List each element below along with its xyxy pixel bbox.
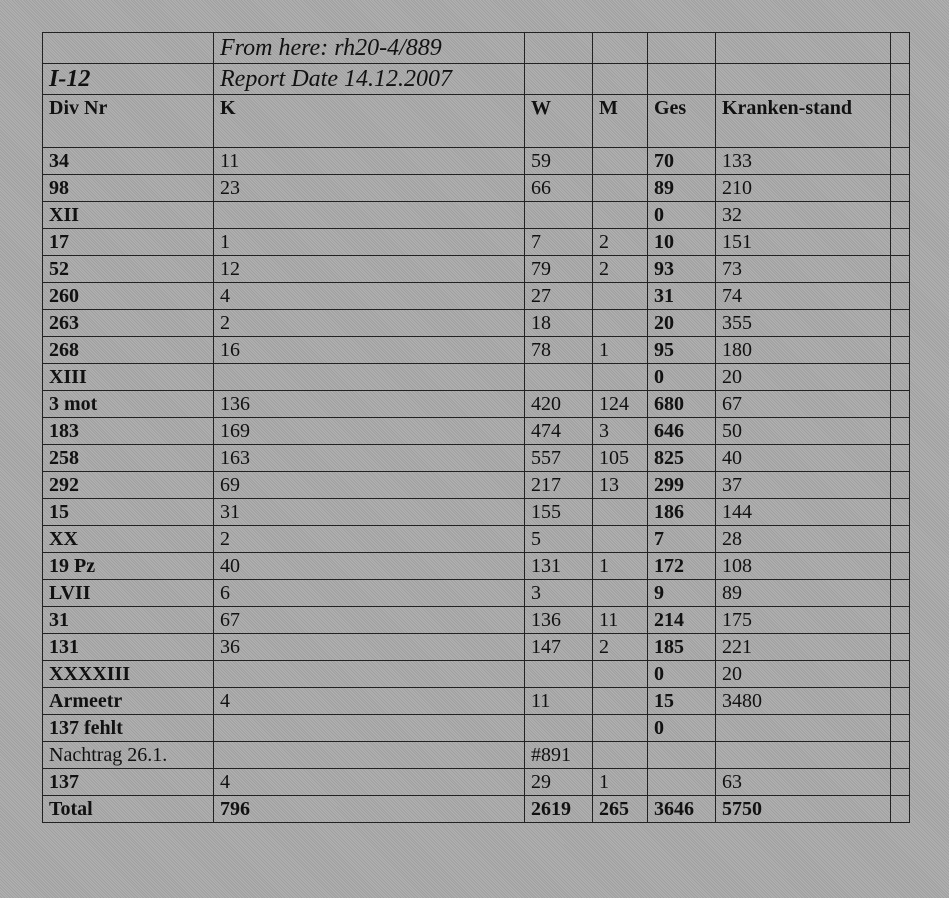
cell-m: 1 (593, 553, 648, 580)
cell-krankenstand: 89 (716, 580, 891, 607)
table-row (43, 391, 910, 418)
cell-w: 79 (525, 256, 593, 283)
empty-cell (891, 95, 910, 148)
cell-k: 2 (214, 310, 525, 337)
header-row (43, 95, 910, 148)
cell-krankenstand: 67 (716, 391, 891, 418)
cell-w: 420 (525, 391, 593, 418)
cell-ges: 0 (648, 715, 716, 742)
source-line: From here: rh20-4/889 (214, 33, 525, 64)
empty-cell (891, 337, 910, 364)
cell-div-nr: 52 (43, 256, 214, 283)
cell-div-nr: XII (43, 202, 214, 229)
cell-m (593, 688, 648, 715)
cell-ges: 299 (648, 472, 716, 499)
empty-cell (891, 283, 910, 310)
cell-krankenstand: 20 (716, 661, 891, 688)
cell-div-nr: 98 (43, 175, 214, 202)
table-row (43, 553, 910, 580)
cell-w: 5 (525, 526, 593, 553)
cell-k: 69 (214, 472, 525, 499)
table-row (43, 715, 910, 742)
cell-w: 66 (525, 175, 593, 202)
cell-k: 6 (214, 580, 525, 607)
cell-w: 131 (525, 553, 593, 580)
cell-w: 136 (525, 607, 593, 634)
cell-w (525, 364, 593, 391)
cell-ges: 214 (648, 607, 716, 634)
table-row (43, 499, 910, 526)
cell-k (214, 715, 525, 742)
cell-m (593, 310, 648, 337)
cell-m (593, 526, 648, 553)
empty-cell (648, 64, 716, 95)
cell-m: 1 (593, 769, 648, 796)
cell-div-nr: 268 (43, 337, 214, 364)
cell-krankenstand: 108 (716, 553, 891, 580)
cell-k: 796 (214, 796, 525, 823)
empty-cell (891, 553, 910, 580)
empty-cell (891, 175, 910, 202)
cell-m (593, 661, 648, 688)
cell-m (593, 715, 648, 742)
cell-w: 78 (525, 337, 593, 364)
cell-krankenstand (716, 742, 891, 769)
header-w: W (525, 95, 593, 148)
cell-k: 31 (214, 499, 525, 526)
cell-div-nr: 263 (43, 310, 214, 337)
cell-m: 265 (593, 796, 648, 823)
cell-krankenstand: 20 (716, 364, 891, 391)
cell-k: 12 (214, 256, 525, 283)
cell-ges: 31 (648, 283, 716, 310)
empty-cell (891, 796, 910, 823)
cell-ges: 10 (648, 229, 716, 256)
table-row (43, 472, 910, 499)
cell-m (593, 499, 648, 526)
cell-k: 136 (214, 391, 525, 418)
cell-k: 2 (214, 526, 525, 553)
cell-k: 4 (214, 688, 525, 715)
empty-cell (891, 472, 910, 499)
cell-m (593, 175, 648, 202)
doc-id: I-12 (43, 64, 214, 95)
cell-div-nr: Armeetr (43, 688, 214, 715)
cell-m: 1 (593, 337, 648, 364)
cell-div-nr: 31 (43, 607, 214, 634)
table-row (43, 661, 910, 688)
cell-div-nr: 137 fehlt (43, 715, 214, 742)
cell-ges: 172 (648, 553, 716, 580)
table-row (43, 769, 910, 796)
empty-cell (891, 202, 910, 229)
cell-k: 169 (214, 418, 525, 445)
cell-k (214, 742, 525, 769)
cell-ges (648, 769, 716, 796)
cell-krankenstand: 151 (716, 229, 891, 256)
header-krankenstand: Kranken-stand (716, 95, 891, 148)
cell-m (593, 202, 648, 229)
cell-ges: 70 (648, 148, 716, 175)
empty-cell (525, 33, 593, 64)
cell-ges: 186 (648, 499, 716, 526)
cell-ges: 3646 (648, 796, 716, 823)
cell-krankenstand: 37 (716, 472, 891, 499)
cell-ges: 0 (648, 661, 716, 688)
cell-w: 2619 (525, 796, 593, 823)
cell-krankenstand: 5750 (716, 796, 891, 823)
report-table (42, 32, 910, 823)
table-row (43, 310, 910, 337)
cell-ges: 646 (648, 418, 716, 445)
cell-w (525, 715, 593, 742)
cell-w: 557 (525, 445, 593, 472)
meta-row-source (43, 33, 910, 64)
cell-div-nr: 260 (43, 283, 214, 310)
header-m: M (593, 95, 648, 148)
cell-div-nr: 258 (43, 445, 214, 472)
cell-ges: 15 (648, 688, 716, 715)
total-row (43, 796, 910, 823)
table-row (43, 445, 910, 472)
cell-krankenstand: 133 (716, 148, 891, 175)
table-row (43, 607, 910, 634)
cell-w: 217 (525, 472, 593, 499)
cell-w: 27 (525, 283, 593, 310)
cell-w: 474 (525, 418, 593, 445)
cell-div-nr: 17 (43, 229, 214, 256)
cell-krankenstand: 3480 (716, 688, 891, 715)
cell-m: 11 (593, 607, 648, 634)
table-row (43, 202, 910, 229)
empty-cell (891, 256, 910, 283)
cell-m: 105 (593, 445, 648, 472)
cell-w: 59 (525, 148, 593, 175)
cell-div-nr: XIII (43, 364, 214, 391)
table-row (43, 634, 910, 661)
empty-cell (891, 742, 910, 769)
cell-m: 3 (593, 418, 648, 445)
cell-div-nr: 137 (43, 769, 214, 796)
cell-div-nr: 183 (43, 418, 214, 445)
empty-cell (891, 634, 910, 661)
table-row (43, 148, 910, 175)
table-row (43, 688, 910, 715)
cell-krankenstand: 221 (716, 634, 891, 661)
empty-cell (891, 148, 910, 175)
cell-w: 29 (525, 769, 593, 796)
empty-cell (891, 391, 910, 418)
cell-w: 7 (525, 229, 593, 256)
cell-ges: 7 (648, 526, 716, 553)
cell-krankenstand (716, 715, 891, 742)
table-row (43, 526, 910, 553)
cell-ges: 9 (648, 580, 716, 607)
cell-k: 16 (214, 337, 525, 364)
cell-krankenstand: 355 (716, 310, 891, 337)
cell-k: 1 (214, 229, 525, 256)
cell-k: 36 (214, 634, 525, 661)
empty-cell (593, 64, 648, 95)
cell-ges: 20 (648, 310, 716, 337)
cell-m: 124 (593, 391, 648, 418)
table-row (43, 364, 910, 391)
empty-cell (891, 310, 910, 337)
cell-krankenstand: 175 (716, 607, 891, 634)
cell-w: 18 (525, 310, 593, 337)
cell-m (593, 742, 648, 769)
cell-k: 4 (214, 769, 525, 796)
cell-w: 155 (525, 499, 593, 526)
empty-cell (891, 526, 910, 553)
cell-k (214, 364, 525, 391)
cell-krankenstand: 50 (716, 418, 891, 445)
empty-cell (43, 33, 214, 64)
cell-w: 147 (525, 634, 593, 661)
cell-div-nr: Nachtrag 26.1. (43, 742, 214, 769)
cell-div-nr: 131 (43, 634, 214, 661)
table-row (43, 337, 910, 364)
cell-div-nr: 292 (43, 472, 214, 499)
cell-m (593, 580, 648, 607)
cell-ges: 0 (648, 202, 716, 229)
empty-cell (593, 33, 648, 64)
cell-m: 13 (593, 472, 648, 499)
cell-div-nr: 34 (43, 148, 214, 175)
cell-k: 23 (214, 175, 525, 202)
cell-ges: 95 (648, 337, 716, 364)
header-k: K (214, 95, 525, 148)
empty-cell (891, 418, 910, 445)
cell-div-nr: 19 Pz (43, 553, 214, 580)
table-row (43, 580, 910, 607)
empty-cell (891, 580, 910, 607)
cell-k: 163 (214, 445, 525, 472)
cell-k (214, 661, 525, 688)
cell-k (214, 202, 525, 229)
header-div-nr: Div Nr (43, 95, 214, 148)
cell-div-nr: 15 (43, 499, 214, 526)
empty-cell (891, 229, 910, 256)
empty-cell (648, 33, 716, 64)
empty-cell (891, 688, 910, 715)
empty-cell (891, 607, 910, 634)
report-date: Report Date 14.12.2007 (214, 64, 525, 95)
cell-m (593, 283, 648, 310)
cell-m: 2 (593, 634, 648, 661)
cell-krankenstand: 144 (716, 499, 891, 526)
empty-cell (891, 364, 910, 391)
table-row (43, 175, 910, 202)
cell-krankenstand: 210 (716, 175, 891, 202)
cell-ges: 0 (648, 364, 716, 391)
cell-div-nr: XX (43, 526, 214, 553)
header-ges: Ges (648, 95, 716, 148)
cell-k: 4 (214, 283, 525, 310)
empty-cell (891, 33, 910, 64)
cell-w (525, 661, 593, 688)
cell-w: 3 (525, 580, 593, 607)
meta-row-date (43, 64, 910, 95)
cell-div-nr: 3 mot (43, 391, 214, 418)
empty-cell (891, 715, 910, 742)
cell-krankenstand: 40 (716, 445, 891, 472)
cell-krankenstand: 32 (716, 202, 891, 229)
cell-w: #891 (525, 742, 593, 769)
table-row (43, 229, 910, 256)
cell-krankenstand: 73 (716, 256, 891, 283)
empty-cell (525, 64, 593, 95)
table-row (43, 283, 910, 310)
empty-cell (891, 445, 910, 472)
table-row (43, 742, 910, 769)
cell-div-nr: LVII (43, 580, 214, 607)
empty-cell (716, 33, 891, 64)
empty-cell (716, 64, 891, 95)
cell-m (593, 364, 648, 391)
cell-ges (648, 742, 716, 769)
empty-cell (891, 499, 910, 526)
cell-ges: 93 (648, 256, 716, 283)
cell-k: 67 (214, 607, 525, 634)
cell-k: 11 (214, 148, 525, 175)
cell-k: 40 (214, 553, 525, 580)
cell-w (525, 202, 593, 229)
cell-ges: 185 (648, 634, 716, 661)
cell-w: 11 (525, 688, 593, 715)
cell-ges: 825 (648, 445, 716, 472)
cell-krankenstand: 28 (716, 526, 891, 553)
empty-cell (891, 64, 910, 95)
cell-krankenstand: 74 (716, 283, 891, 310)
cell-m: 2 (593, 256, 648, 283)
cell-div-nr: XXXXIII (43, 661, 214, 688)
empty-cell (891, 661, 910, 688)
cell-krankenstand: 63 (716, 769, 891, 796)
cell-m (593, 148, 648, 175)
table-row (43, 256, 910, 283)
cell-krankenstand: 180 (716, 337, 891, 364)
cell-ges: 680 (648, 391, 716, 418)
empty-cell (891, 769, 910, 796)
cell-ges: 89 (648, 175, 716, 202)
cell-div-nr: Total (43, 796, 214, 823)
table-row (43, 418, 910, 445)
cell-m: 2 (593, 229, 648, 256)
